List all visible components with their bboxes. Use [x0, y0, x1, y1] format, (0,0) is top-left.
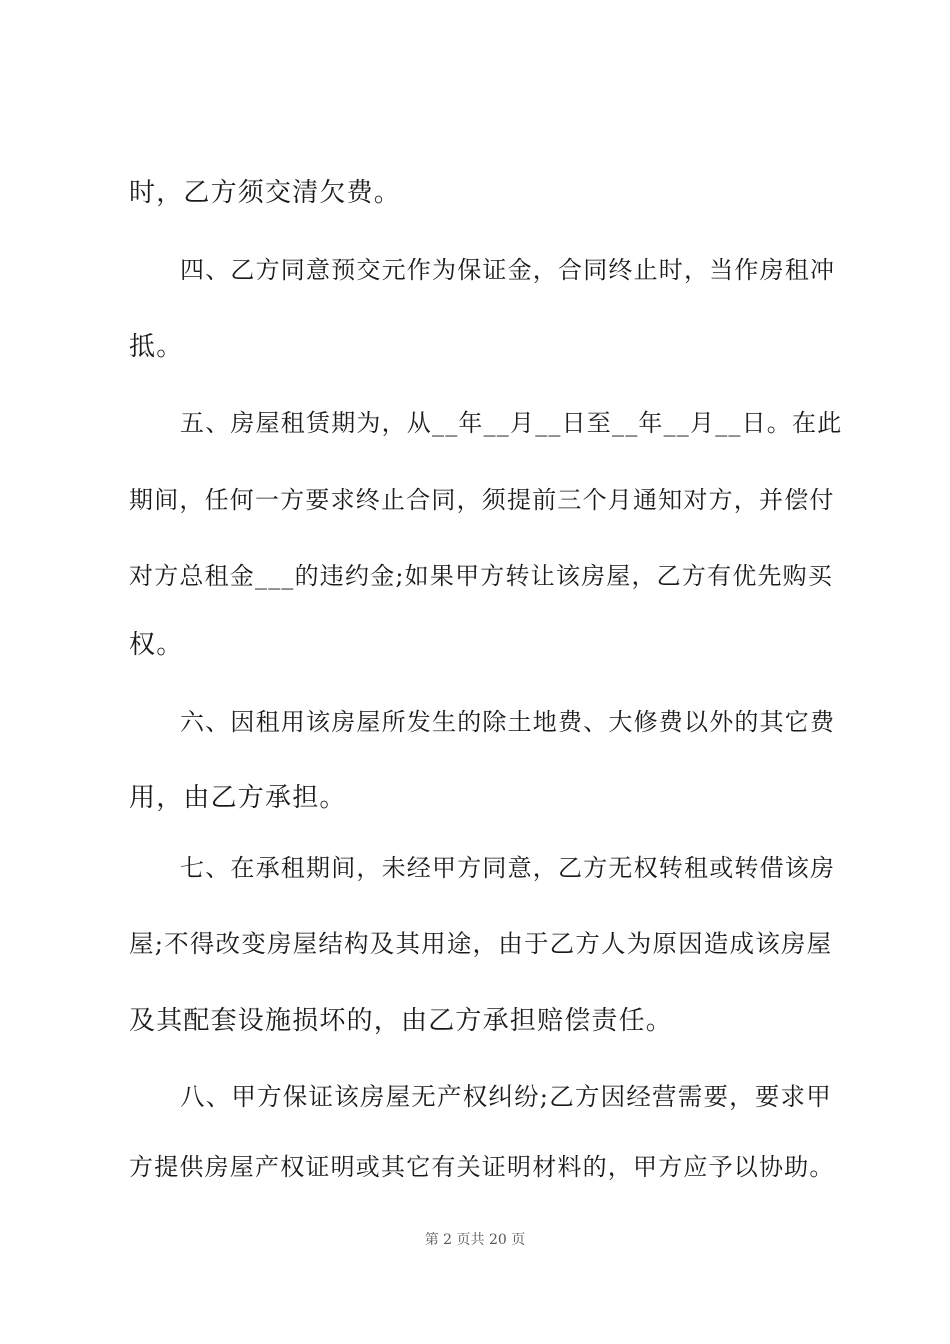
paragraph-line: 六、因租用该房屋所发生的除土地费、大修费以外的其它费 [180, 708, 836, 736]
paragraph-line: 七、在承租期间，未经甲方同意，乙方无权转租或转借该房 [180, 854, 836, 882]
paragraph-line: 屋;不得改变房屋结构及其用途，由于乙方人为原因造成该房屋 [129, 929, 833, 958]
paragraph-line: 五、房屋租赁期为，从__年__月__日至__年__月__日。在此 [180, 409, 843, 437]
paragraph-line: 四、乙方同意预交元作为保证金，合同终止时，当作房租冲 [180, 256, 836, 284]
paragraph-line: 对方总租金___的违约金;如果甲方转让该房屋，乙方有优先购买 [129, 562, 834, 590]
paragraph-line: 八、甲方保证该房屋无产权纠纷;乙方因经营需要，要求甲 [180, 1082, 832, 1111]
paragraph-line: 权。 [129, 630, 184, 660]
paragraph-line: 方提供房屋产权证明或其它有关证明材料的，甲方应予以协助。 [129, 1153, 835, 1181]
paragraph-line: 时，乙方须交清欠费。 [129, 178, 402, 208]
paragraph-line: 用，由乙方承担。 [129, 783, 347, 813]
paragraph-line: 期间，任何一方要求终止合同，须提前三个月通知对方，并偿付 [129, 486, 835, 514]
paragraph-line: 抵。 [129, 332, 184, 362]
paragraph-line: 及其配套设施损坏的，由乙方承担赔偿责任。 [129, 1006, 674, 1036]
page-number-footer: 第 2 页共 20 页 [424, 1232, 526, 1248]
